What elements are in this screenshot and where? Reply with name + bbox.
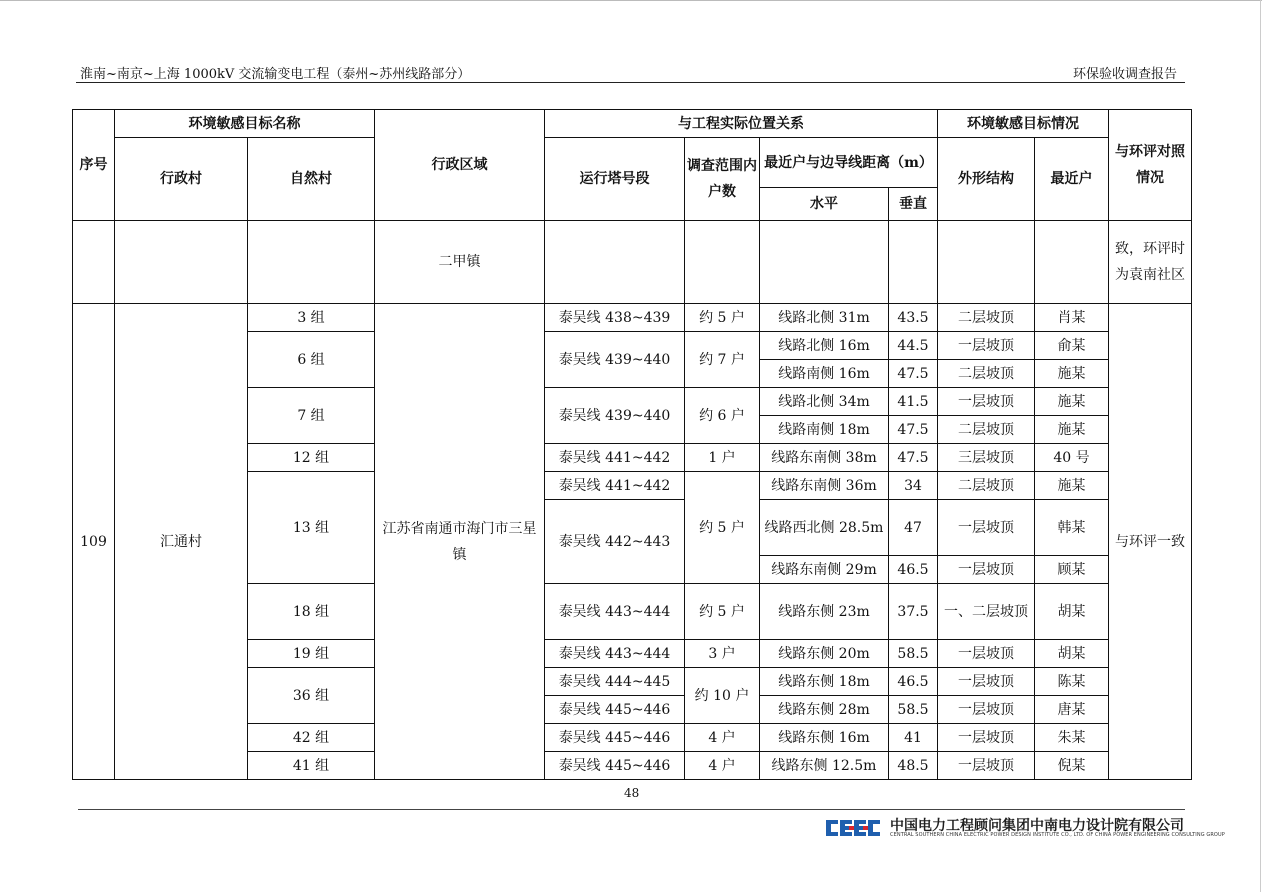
- cell-structure: 一层坡顶: [938, 556, 1035, 584]
- cell-horizontal: 线路东侧 23m: [760, 584, 889, 640]
- cell-nearest: 施某: [1035, 416, 1109, 444]
- cell-structure: 二层坡顶: [938, 416, 1035, 444]
- page-number: 48: [624, 786, 640, 800]
- company-name: 中国电力工程顾问集团中南电力设计院有限公司: [890, 818, 1184, 834]
- cell-nearest: 朱某: [1035, 724, 1109, 752]
- cell-horizontal: 线路北侧 16m: [760, 332, 889, 360]
- col-position-relation-header: 与工程实际位置关系: [545, 110, 938, 138]
- cell-structure: 一层坡顶: [938, 724, 1035, 752]
- cell-admin-village: 汇通村: [115, 304, 248, 780]
- cell-village: 18 组: [248, 584, 375, 640]
- cell-nearest: 施某: [1035, 472, 1109, 500]
- cell-vertical: 34: [889, 472, 938, 500]
- cell-horizontal: 线路东侧 16m: [760, 724, 889, 752]
- cell-vertical: 46.5: [889, 556, 938, 584]
- cell-nearest: 韩某: [1035, 500, 1109, 556]
- cell-structure: 一层坡顶: [938, 696, 1035, 724]
- cell-nearest: 施某: [1035, 388, 1109, 416]
- cell-eia-comparison: 与环评一致: [1109, 304, 1192, 780]
- col-vertical-header: 垂直: [889, 188, 938, 221]
- cell-vertical: 47.5: [889, 416, 938, 444]
- col-eia-comparison-header: 与环评对照情况: [1109, 110, 1192, 221]
- cell-structure: 三层坡顶: [938, 444, 1035, 472]
- cell-tower: 泰吴线 441~442: [545, 472, 685, 500]
- cell-horizontal: 线路东南侧 38m: [760, 444, 889, 472]
- cell-households: 约 5 户: [685, 472, 760, 584]
- cell-region: 江苏省南通市海门市三星镇: [375, 304, 545, 780]
- cell-vertical: 48.5: [889, 752, 938, 780]
- company-name-en: CENTRAL SOUTHERN CHINA ELECTRIC POWER DESIGN INSTITUTE CO., LTD. OF CHINA POWER ENGINEERING CONSULTING GROUP: [890, 832, 1225, 838]
- cell-tower: 泰吴线 442~443: [545, 500, 685, 584]
- cell-horizontal: 线路南侧 18m: [760, 416, 889, 444]
- cell-vertical: 47.5: [889, 360, 938, 388]
- cell-structure: 二层坡顶: [938, 472, 1035, 500]
- cell-vertical: 58.5: [889, 640, 938, 668]
- cell-structure: 一层坡顶: [938, 332, 1035, 360]
- col-tower-segment-header: 运行塔号段: [545, 138, 685, 221]
- cell-households: 3 户: [685, 640, 760, 668]
- cell-horizontal: 线路东侧 28m: [760, 696, 889, 724]
- cell-vertical: 43.5: [889, 304, 938, 332]
- col-structure-header: 外形结构: [938, 138, 1035, 221]
- cell-tower: 泰吴线 439~440: [545, 388, 685, 444]
- cell-horizontal: 线路南侧 16m: [760, 360, 889, 388]
- col-admin-village-header: 行政村: [115, 138, 248, 221]
- cell-vertical: 41: [889, 724, 938, 752]
- cell-nearest: 唐某: [1035, 696, 1109, 724]
- cell-vertical: 46.5: [889, 668, 938, 696]
- cell-nearest: 胡某: [1035, 584, 1109, 640]
- header-report-title: 环保验收调查报告: [1072, 67, 1177, 82]
- cell-horizontal: 线路西北侧 28.5m: [760, 500, 889, 556]
- col-natural-village-header: 自然村: [248, 138, 375, 221]
- cell-horizontal: 线路东侧 12.5m: [760, 752, 889, 780]
- cell-tower: 泰吴线 445~446: [545, 696, 685, 724]
- cell-nearest: 施某: [1035, 360, 1109, 388]
- cell-households: 约 5 户: [685, 584, 760, 640]
- cell-vertical: 47.5: [889, 444, 938, 472]
- cell-households: 约 6 户: [685, 388, 760, 444]
- cell-nearest: 胡某: [1035, 640, 1109, 668]
- cell-village: 3 组: [248, 304, 375, 332]
- cell-nearest: 俞某: [1035, 332, 1109, 360]
- col-households-header: 调查范围内户数: [685, 138, 760, 221]
- cell-structure: 一、二层坡顶: [938, 584, 1035, 640]
- col-nearest-distance-header: 最近户与边导线距离（m）: [760, 138, 938, 188]
- cell-nearest: 40 号: [1035, 444, 1109, 472]
- cell-structure: 一层坡顶: [938, 388, 1035, 416]
- cell-tower: 泰吴线 438~439: [545, 304, 685, 332]
- cell-tower: 泰吴线 443~444: [545, 640, 685, 668]
- cell-horizontal: 线路北侧 31m: [760, 304, 889, 332]
- cell-seq: 109: [73, 304, 115, 780]
- col-target-status-header: 环境敏感目标情况: [938, 110, 1109, 138]
- top-border: [0, 0, 1262, 1]
- cell-nearest: 肖某: [1035, 304, 1109, 332]
- cell-tower: 泰吴线 445~446: [545, 752, 685, 780]
- cell-nearest: 陈某: [1035, 668, 1109, 696]
- cell-tower: 泰吴线 445~446: [545, 724, 685, 752]
- table-row: [73, 304, 1192, 332]
- cell-structure: 一层坡顶: [938, 640, 1035, 668]
- cell-village: 12 组: [248, 444, 375, 472]
- cell-horizontal: 线路东南侧 36m: [760, 472, 889, 500]
- cell-horizontal: 线路东南侧 29m: [760, 556, 889, 584]
- cell-nearest: 倪某: [1035, 752, 1109, 780]
- cell-vertical: 47: [889, 500, 938, 556]
- cell-vertical: 41.5: [889, 388, 938, 416]
- cell-tower: 泰吴线 443~444: [545, 584, 685, 640]
- cell-structure: 二层坡顶: [938, 360, 1035, 388]
- cell-structure: 一层坡顶: [938, 500, 1035, 556]
- header-rule: [76, 82, 1185, 83]
- col-nearest-household-header: 最近户: [1035, 138, 1109, 221]
- header-project-title: 淮南~南京~上海 1000kV 交流输变电工程（泰州~苏州线路部分）: [80, 67, 471, 82]
- cell-village: 7 组: [248, 388, 375, 444]
- table-row: [73, 221, 1192, 304]
- cell-nearest: 顾某: [1035, 556, 1109, 584]
- cell-households: 约 10 户: [685, 668, 760, 724]
- cell-horizontal: 线路东侧 20m: [760, 640, 889, 668]
- col-horizontal-header: 水平: [760, 188, 889, 221]
- cell-vertical: 58.5: [889, 696, 938, 724]
- cell-vertical: 44.5: [889, 332, 938, 360]
- cell-village: 6 组: [248, 332, 375, 388]
- cell-tower: 泰吴线 444~445: [545, 668, 685, 696]
- cell-tower: 泰吴线 439~440: [545, 332, 685, 388]
- cell-horizontal: 线路东侧 18m: [760, 668, 889, 696]
- right-border: [1260, 0, 1261, 892]
- ceec-logo-icon: [824, 817, 886, 839]
- cell-horizontal: 线路北侧 34m: [760, 388, 889, 416]
- cell-village: 36 组: [248, 668, 375, 724]
- cell-village: 41 组: [248, 752, 375, 780]
- col-target-name-header: 环境敏感目标名称: [115, 110, 375, 138]
- cell-village: 42 组: [248, 724, 375, 752]
- cell-households: 1 户: [685, 444, 760, 472]
- col-seq-header: 序号: [73, 110, 115, 221]
- cell-tower: 泰吴线 441~442: [545, 444, 685, 472]
- cell-village: 19 组: [248, 640, 375, 668]
- cell-structure: 二层坡顶: [938, 304, 1035, 332]
- sensitive-targets-table: [72, 109, 1192, 780]
- cell-eia-comparison: 致，环评时为袁南社区: [1109, 221, 1192, 304]
- cell-households: 约 7 户: [685, 332, 760, 388]
- cell-households: 4 户: [685, 724, 760, 752]
- cell-village: 13 组: [248, 472, 375, 584]
- footer-rule: [78, 809, 1185, 810]
- cell-structure: 一层坡顶: [938, 668, 1035, 696]
- cell-households: 4 户: [685, 752, 760, 780]
- col-admin-region-header: 行政区域: [375, 110, 545, 221]
- cell-structure: 一层坡顶: [938, 752, 1035, 780]
- cell-vertical: 37.5: [889, 584, 938, 640]
- cell-region: 二甲镇: [375, 221, 545, 304]
- cell-households: 约 5 户: [685, 304, 760, 332]
